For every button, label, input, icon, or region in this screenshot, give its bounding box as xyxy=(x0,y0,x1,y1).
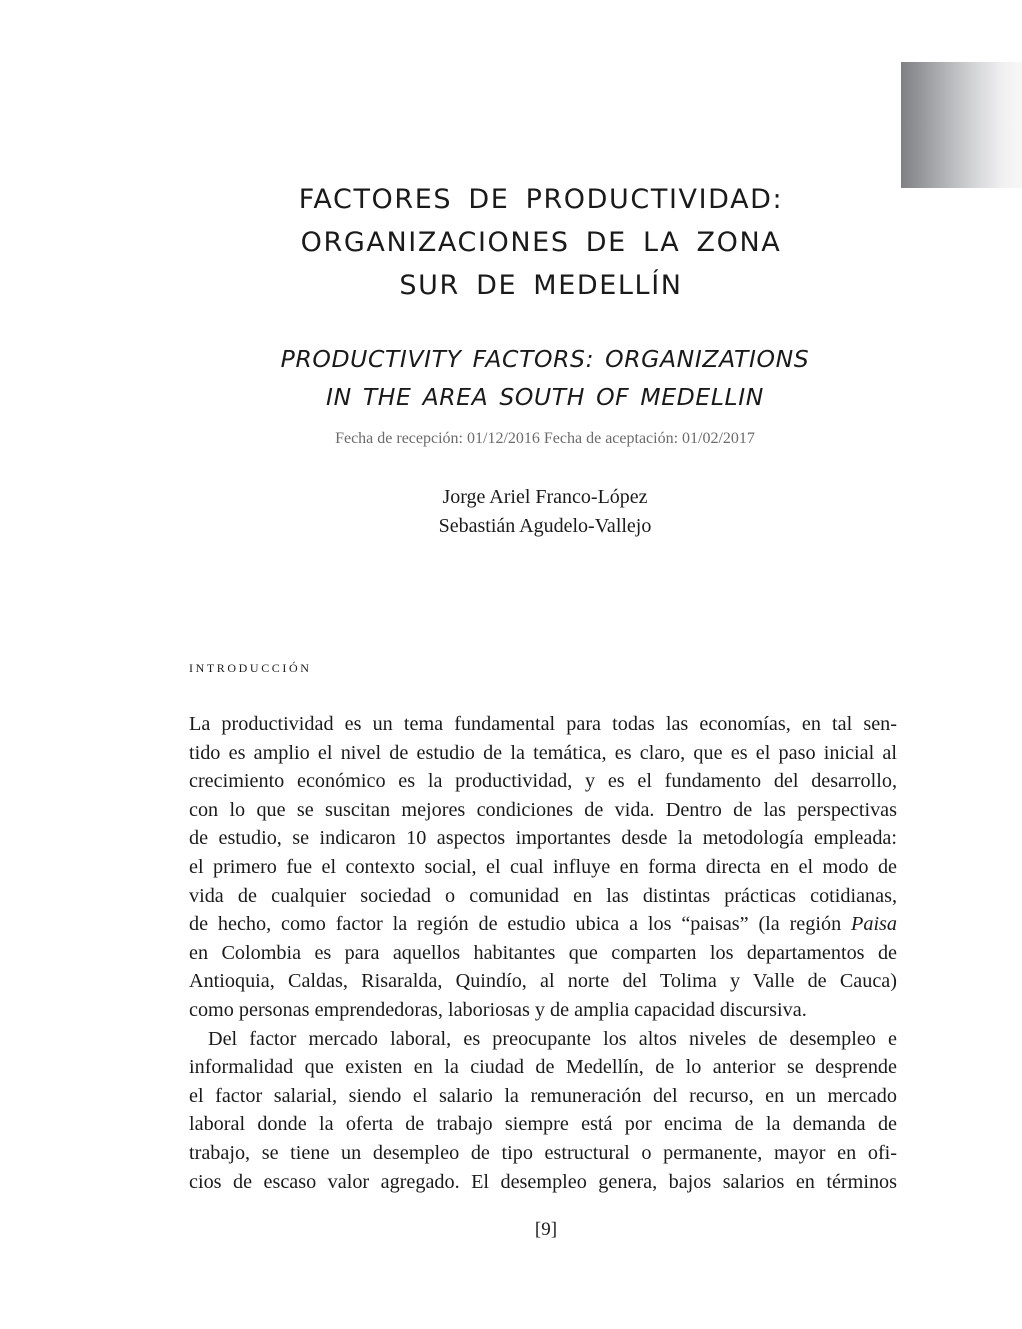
text-line: informalidad que existen en la ciudad de Medellín, de lo anterior se desprende xyxy=(189,1056,897,1079)
text-line: Antioquia, Caldas, Risaralda, Quindío, al norte del Tolima y Valle de Cauca) xyxy=(189,970,897,993)
page-number: [9] xyxy=(534,1219,558,1240)
text-line: el primero fue el contexto social, el cual influye en forma directa en el modo de xyxy=(189,855,897,878)
subtitle-line-2: IN THE AREA SOUTH OF MEDELLIN xyxy=(326,383,764,411)
article-subtitle-english xyxy=(200,340,890,416)
text-line: de estudio, se indicaron 10 aspectos importantes desde la metodología empleada: xyxy=(189,827,897,850)
text-line: Del factor mercado laboral, es preocupante los altos niveles de desempleo e xyxy=(208,1027,897,1050)
paragraph-2 xyxy=(189,1025,897,1197)
text-line: La productividad es un tema fundamental para todas las economías, en tal sen- xyxy=(189,713,897,735)
text-line: crecimiento económico es la productividad, y es el fundamento del desarrollo, xyxy=(189,770,897,793)
body-text xyxy=(189,710,897,1196)
paragraph-1 xyxy=(189,710,897,1025)
author-1: Jorge Ariel Franco-López xyxy=(442,486,648,508)
section-heading-introduccion: introducción xyxy=(189,657,312,676)
author-list xyxy=(200,483,890,541)
article-title xyxy=(200,178,882,307)
title-line-1: FACTORES DE PRODUCTIVIDAD: xyxy=(298,184,784,215)
text-line: laboral donde la oferta de trabajo siempre está por encima de la demanda de xyxy=(189,1113,897,1136)
page-edge-tab-decoration xyxy=(901,62,1022,188)
text-segment: de hecho, como factor la región de estudio ubica a los “paisas” (la región xyxy=(189,913,852,936)
text-line: vida de cualquier sociedad o comunidad en las distintas prácticas cotidianas, xyxy=(189,884,897,907)
text-line: con lo que se suscitan mejores condiciones de vida. Dentro de las perspectivas xyxy=(189,798,897,821)
reception-acceptance-dates: Fecha de recepción: 01/12/2016 Fecha de aceptación: 01/02/2017 xyxy=(335,430,755,447)
text-line: tido es amplio el nivel de estudio de la temática, es claro, que es el paso inicial al xyxy=(189,741,897,764)
subtitle-line-1: PRODUCTIVITY FACTORS: ORGANIZATIONS xyxy=(280,345,810,373)
text-line: en Colombia es para aquellos habitantes que comparten los departamentos de xyxy=(189,941,897,964)
title-line-2: ORGANIZACIONES DE LA ZONA xyxy=(300,227,782,258)
text-line: cios de escaso valor agregado. El desempleo genera, bajos salarios en términos xyxy=(189,1170,897,1193)
text-line-with-italic xyxy=(189,910,897,939)
author-2: Sebastián Agudelo-Vallejo xyxy=(438,515,652,537)
text-line: el factor salarial, siendo el salario la remuneración del recurso, en un mercado xyxy=(189,1084,897,1107)
text-line: trabajo, se tiene un desempleo de tipo estructural o permanente, mayor en ofi- xyxy=(189,1141,897,1164)
title-line-3: SUR DE MEDELLÍN xyxy=(399,270,683,301)
italic-term-paisa: Paisa xyxy=(851,913,897,936)
text-line: como personas emprendedoras, laboriosas y de amplia capacidad discursiva. xyxy=(189,998,807,1021)
